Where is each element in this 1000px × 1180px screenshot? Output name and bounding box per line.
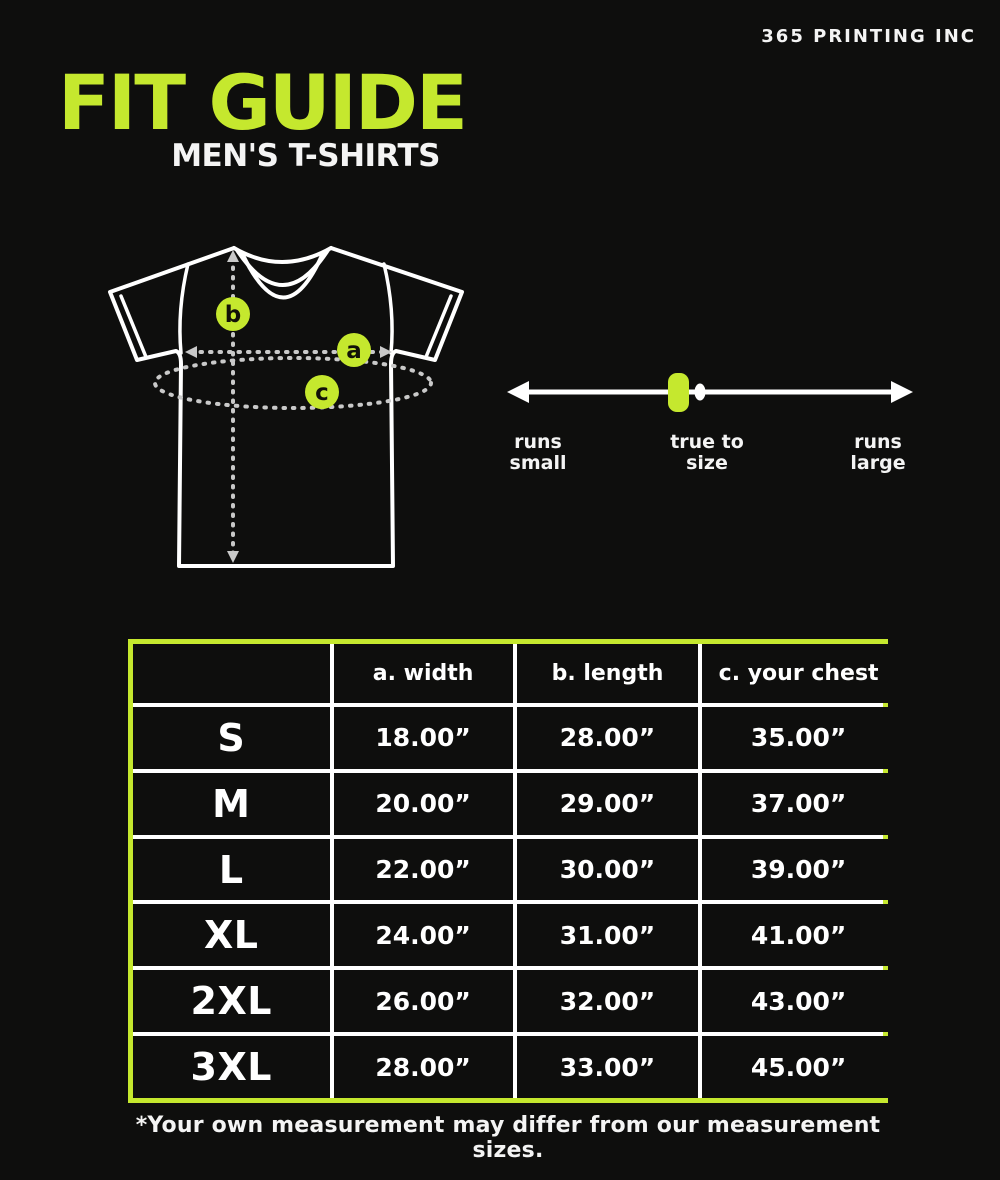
size-label: S <box>133 707 330 769</box>
width-value: 18.00” <box>334 707 513 769</box>
scale-label-runs-large: runs large <box>850 431 906 474</box>
length-value: 28.00” <box>517 707 699 769</box>
scale-label-runs-small: runs small <box>509 431 567 474</box>
length-value: 33.00” <box>517 1036 699 1098</box>
width-value: 20.00” <box>334 773 513 835</box>
header-length: b. length <box>517 644 699 703</box>
size-label: M <box>133 773 330 835</box>
left-arrowhead <box>507 381 529 403</box>
size-label: 3XL <box>133 1036 330 1098</box>
right-arrowhead <box>891 381 913 403</box>
length-value: 32.00” <box>517 970 699 1032</box>
header-empty <box>133 644 330 703</box>
fit-scale-marker <box>668 373 689 412</box>
brand-name: 365 PRINTING INC <box>761 26 976 47</box>
width-value: 22.00” <box>334 839 513 901</box>
size-label: L <box>133 839 330 901</box>
length-value: 30.00” <box>517 839 699 901</box>
width-value: 26.00” <box>334 970 513 1032</box>
header-chest: c. your chest <box>702 644 895 703</box>
size-table <box>128 639 888 1103</box>
page-subtitle: MEN'S T-SHIRTS <box>171 138 440 174</box>
point-a-label: a <box>346 338 362 364</box>
scale-label-true-to-size: true to size <box>670 431 744 474</box>
length-value: 31.00” <box>517 904 699 966</box>
length-value: 29.00” <box>517 773 699 835</box>
fit-scale <box>505 368 915 418</box>
chest-value: 39.00” <box>702 839 895 901</box>
size-label: XL <box>133 904 330 966</box>
chest-value: 41.00” <box>702 904 895 966</box>
page-title: FIT GUIDE <box>58 58 466 147</box>
chest-value: 45.00” <box>702 1036 895 1098</box>
width-value: 24.00” <box>334 904 513 966</box>
chest-value: 43.00” <box>702 970 895 1032</box>
tshirt-measurement-diagram <box>90 232 480 582</box>
point-c-label: c <box>315 380 329 406</box>
fit-scale-tick-dot <box>695 384 706 401</box>
measurement-disclaimer: *Your own measurement may differ from our measurement sizes. <box>135 1113 881 1163</box>
chest-value: 37.00” <box>702 773 895 835</box>
chest-value: 35.00” <box>702 707 895 769</box>
size-label: 2XL <box>133 970 330 1032</box>
point-b-label: b <box>224 302 242 328</box>
header-width: a. width <box>334 644 513 703</box>
width-value: 28.00” <box>334 1036 513 1098</box>
